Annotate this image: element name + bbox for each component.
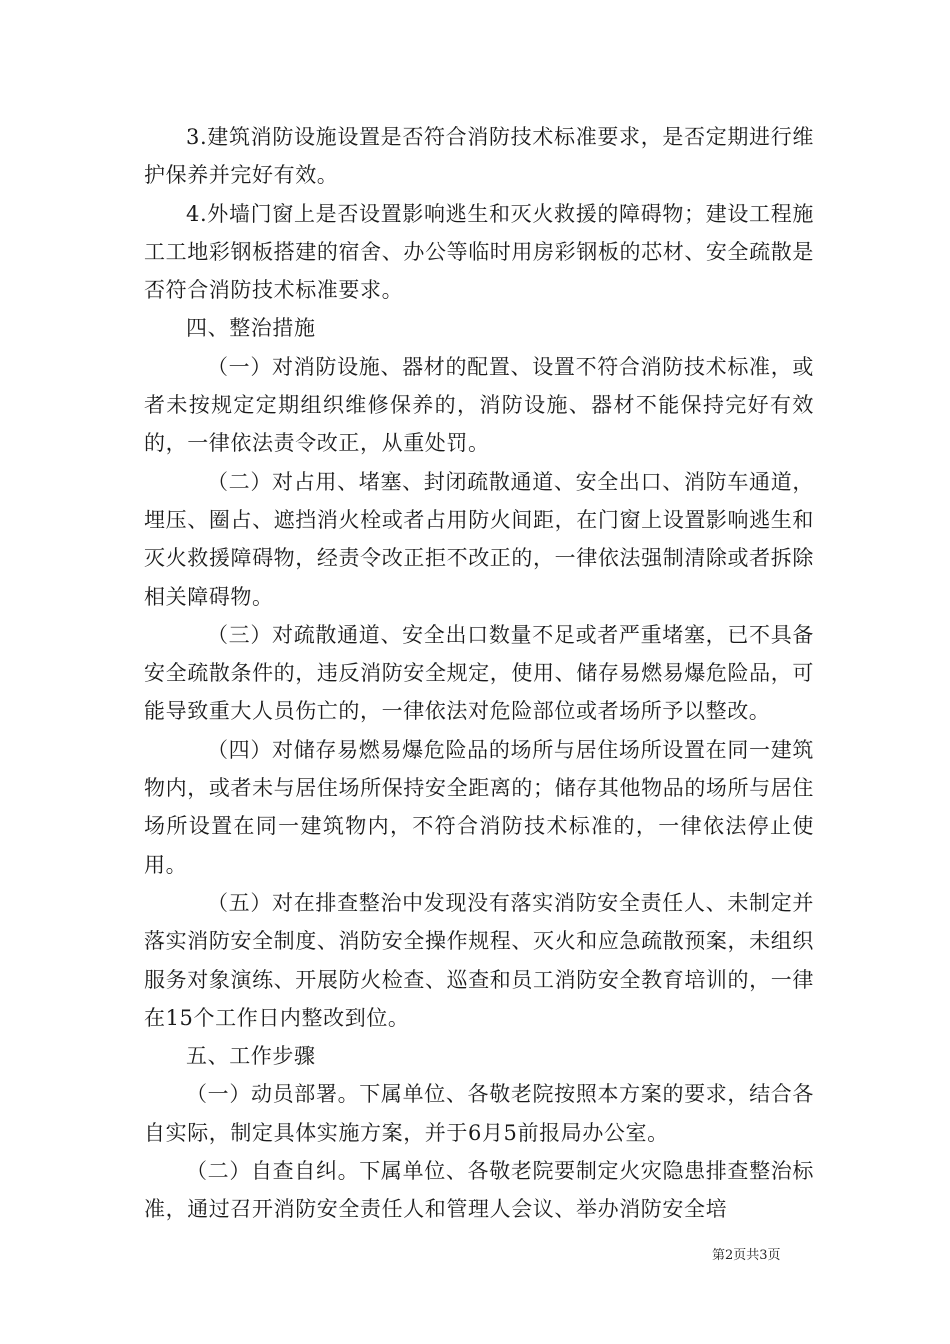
section-heading-measures: 四、整治措施 [186,316,316,341]
paragraph-step-2: （二）自查自纠。下属单位、各敬老院要制定火灾隐患排查整治标准，通过召开消防安全责任人和管理人会议、举办消防安全培 [144,1159,814,1222]
paragraph-measure-5: （五）对在排查整治中发现没有落实消防安全责任人、未制定并落实消防安全制度、消防安全操作规程、灭火和应急疏散预案，未组织服务对象演练、开展防火检查、巡查和员工消防安全教育培训的，一律在15个工作日内整改到位。 [144,890,814,1030]
paragraph-measure-1: （一）对消防设施、器材的配置、设置不符合消防技术标准，或者未按规定定期组织维修保养的，消防设施、器材不能保持完好有效的，一律依法责令改正，从重处罚。 [144,354,814,456]
paragraph-item-3: 3.建筑消防设施设置是否符合消防技术标准要求，是否定期进行维护保养并完好有效。 [144,125,814,188]
paragraph-measure-2: （二）对占用、堵塞、封闭疏散通道、安全出口、消防车通道，埋压、圈占、遮挡消火栓或者占用防火间距，在门窗上设置影响逃生和灭火救援障碍物，经责令改正拒不改正的，一律依法强制清除或者拆除相关障碍物。 [144,469,814,609]
page-number-footer: 第2页共3页 [712,1248,781,1263]
paragraph-step-1: （一）动员部署。下属单位、各敬老院按照本方案的要求，结合各自实际，制定具体实施方案，并于6月5前报局办公室。 [144,1082,814,1145]
document-body [144,118,814,1229]
paragraph-measure-4: （四）对储存易燃易爆危险品的场所与居住场所设置在同一建筑物内，或者未与居住场所保持安全距离的；储存其他物品的场所与居住场所设置在同一建筑物内，不符合消防技术标准的，一律依法停止使用。 [144,737,814,877]
section-heading-steps: 五、工作步骤 [186,1044,316,1069]
paragraph-measure-3: （三）对疏散通道、安全出口数量不足或者严重堵塞，已不具备安全疏散条件的，违反消防安全规定，使用、储存易燃易爆危险品，可能导致重大人员伤亡的，一律依法对危险部位或者场所予以整改。 [144,622,814,724]
paragraph-item-4: 4.外墙门窗上是否设置影响逃生和灭火救援的障碍物；建设工程施工工地彩钢板搭建的宿舍、办公等临时用房彩钢板的芯材、安全疏散是否符合消防技术标准要求。 [144,201,814,303]
